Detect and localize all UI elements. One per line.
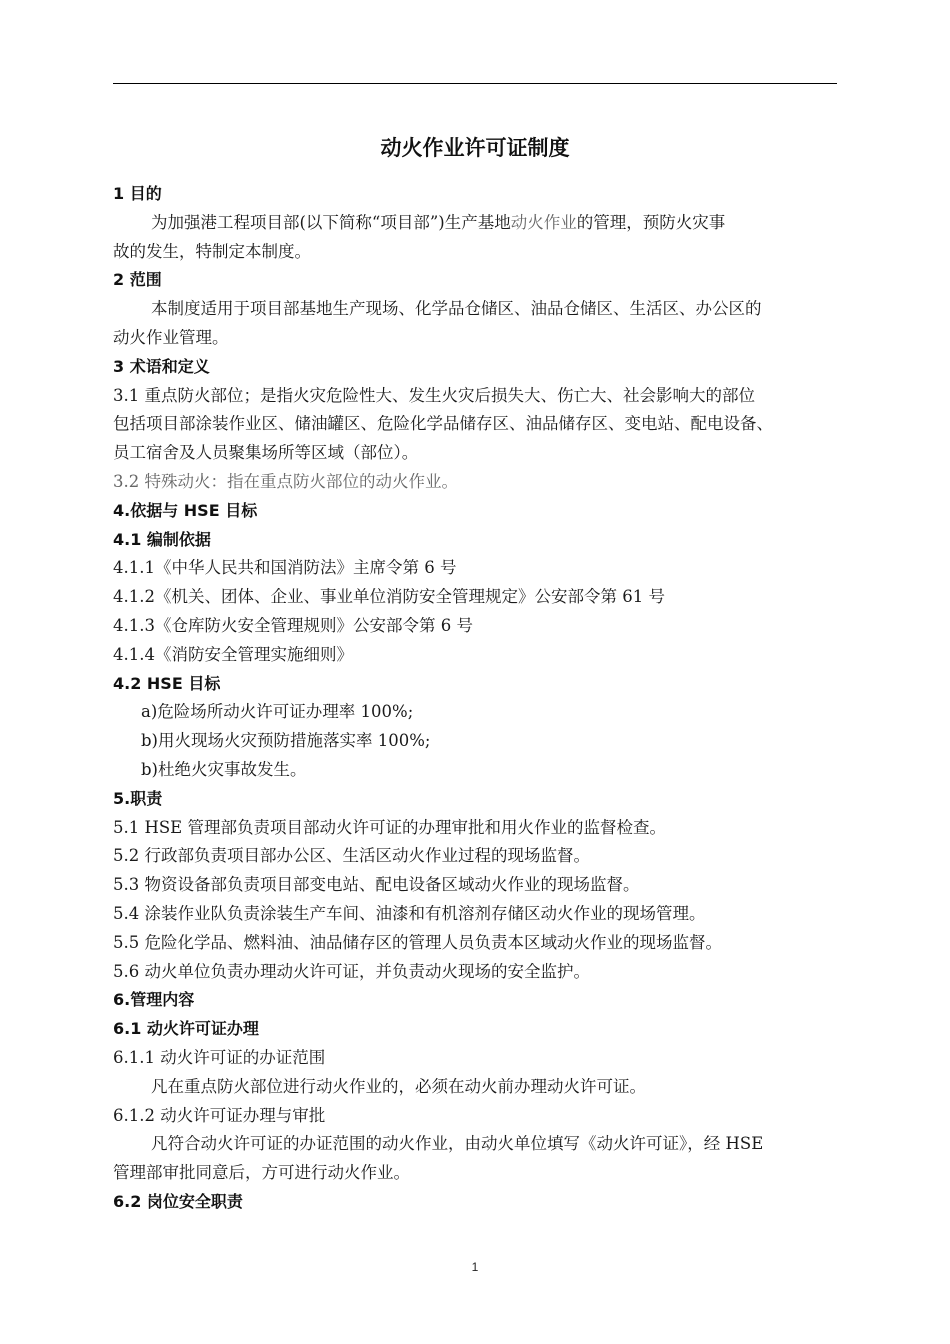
goal-item: a)危险场所动火许可证办理率 100%;	[141, 702, 414, 722]
responsibility-item: 5.4 涂装作业队负责涂装生产车间、油漆和有机溶剂存储区动火作业的现场管理。	[113, 903, 706, 923]
text-run: 3.2 特殊动火：	[113, 471, 227, 491]
responsibility-item: 5.1 HSE 管理部负责项目部动火许可证的办理审批和用火作业的监督检查。	[113, 817, 666, 837]
item-6-1-2-heading: 6.1.2 动火许可证办理与审批	[113, 1105, 326, 1125]
definition-3-2	[113, 468, 837, 497]
basis-item: 4.1.4《消防安全管理实施细则》	[113, 644, 353, 664]
text-run: 指在重点防火部位的动火作业。	[227, 471, 458, 491]
text-run: 为加强港工程项目部(以下简称“项目部”)生产基地	[151, 212, 511, 232]
section-5-heading: 5.职责	[113, 788, 163, 808]
section-2-paragraph-line-1: 本制度适用于项目部基地生产现场、化学品仓储区、油品仓储区、生活区、办公区的	[151, 299, 762, 319]
responsibility-item: 5.2 行政部负责项目部办公区、生活区动火作业过程的现场监督。	[113, 846, 590, 866]
header-rule	[113, 83, 837, 84]
responsibility-item: 5.6 动火单位负责办理动火许可证，并负责动火现场的安全监护。	[113, 961, 590, 981]
subsection-6-1-heading: 6.1 动火许可证办理	[113, 1019, 259, 1039]
responsibility-item: 5.5 危险化学品、燃料油、油品储存区的管理人员负责本区域动火作业的现场监督。	[113, 932, 722, 952]
subsection-4-1-heading: 4.1 编制依据	[113, 529, 211, 549]
section-6-heading: 6.管理内容	[113, 990, 195, 1010]
definition-3-1-line-1: 3.1 重点防火部位；是指火灾危险性大、发生火灾后损失大、伤亡大、社会影响大的部位	[113, 385, 755, 405]
document-title: 动火作业许可证制度	[380, 136, 570, 160]
goal-item: b)杜绝火灾事故发生。	[141, 759, 307, 779]
subsection-4-2-heading: 4.2 HSE 目标	[113, 673, 221, 693]
section-3-heading: 3 术语和定义	[113, 356, 210, 376]
text-run: 的管理，预防火灾事	[576, 212, 726, 232]
section-2-heading: 2 范围	[113, 270, 162, 290]
section-1-paragraph-line-1	[113, 209, 837, 238]
basis-item: 4.1.2《机关、团体、企业、事业单位消防安全管理规定》公安部令第 61 号	[113, 587, 665, 607]
goal-item: b)用火现场火灾预防措施落实率 100%;	[141, 731, 431, 751]
definition-3-1-line-2: 包括项目部涂装作业区、储油罐区、危险化学品储存区、油品储存区、变电站、配电设备、	[113, 414, 773, 434]
section-4-heading: 4.依据与 HSE 目标	[113, 500, 258, 520]
document-body	[113, 180, 837, 1217]
item-6-1-2-paragraph-line-2: 管理部审批同意后，方可进行动火作业。	[113, 1163, 410, 1183]
section-1-paragraph-line-2: 故的发生，特制定本制度。	[113, 241, 311, 261]
highlighted-term: 动火作业	[510, 212, 577, 232]
section-1-heading: 1 目的	[113, 184, 162, 203]
item-6-1-2-paragraph-line-1: 凡符合动火许可证的办证范围的动火作业，由动火单位填写《动火许可证》，经 HSE	[151, 1134, 764, 1154]
definition-3-1-line-3: 员工宿舍及人员聚集场所等区域（部位）。	[113, 443, 419, 463]
item-6-1-1-paragraph: 凡在重点防火部位进行动火作业的，必须在动火前办理动火许可证。	[151, 1076, 646, 1096]
item-6-1-1-heading: 6.1.1 动火许可证的办证范围	[113, 1047, 326, 1067]
page-number: 1	[471, 1260, 479, 1274]
basis-item: 4.1.1《中华人民共和国消防法》主席令第 6 号	[113, 558, 457, 578]
basis-item: 4.1.3《仓库防火安全管理规则》公安部令第 6 号	[113, 615, 473, 635]
subsection-6-2-heading: 6.2 岗位安全职责	[113, 1191, 243, 1211]
section-2-paragraph-line-2: 动火作业管理。	[113, 327, 229, 347]
responsibility-item: 5.3 物资设备部负责项目部变电站、配电设备区域动火作业的现场监督。	[113, 875, 640, 895]
